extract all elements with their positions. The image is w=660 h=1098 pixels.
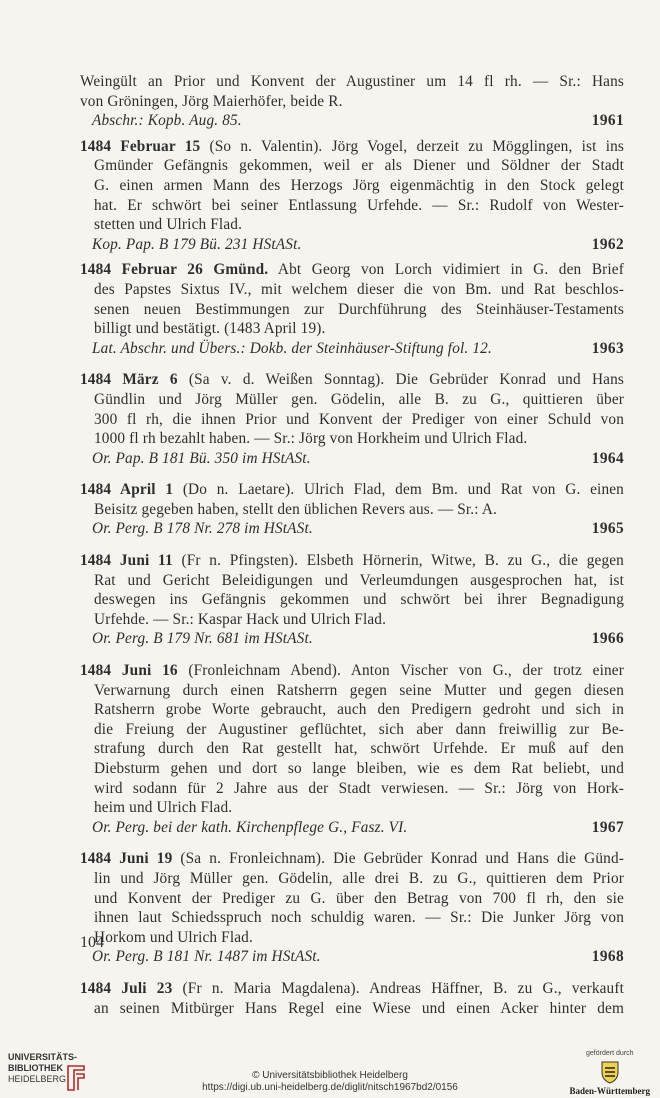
text-line <box>80 137 624 157</box>
source-line <box>80 947 624 967</box>
text-line: Diebsturm gehen und dort so lange bleiben, wie es dem Rat beliebt, und <box>94 760 624 777</box>
entry-text: (So n. Valentin). Jörg Vogel, derzeit zu Mögglingen, ist ins <box>200 137 625 155</box>
text-line: senen neuen Bestimmungen zur Durchführung des Steinhäuser-Testaments <box>94 300 624 318</box>
entry-text: Abt Georg von Lorch vidimiert in G. den Brief <box>268 261 624 279</box>
library-name-line: UNIVERSITÄTS- <box>8 1052 78 1062</box>
entry-date: 1484 Juli 23 <box>80 979 173 997</box>
entry-date: 1484 April 1 <box>80 481 174 499</box>
entry-text: (Do n. Laetare). Ulrich Flad, dem Bm. und Rat von G. einen <box>173 481 624 499</box>
text-line: heim und Ulrich Flad. <box>94 799 233 817</box>
text-line: G. einen armen Mann des Herzogs Jörg eigenmächtig in den Stock gelegt <box>94 176 624 194</box>
entry-1965 <box>80 480 624 539</box>
entry-date: 1484 Juni 16 <box>80 662 178 680</box>
entry-text: (Fronleichnam Abend). Anton Vischer von G., der trotz einer <box>177 662 624 680</box>
text-line: billigt und bestätigt. (1483 April 19). <box>94 320 326 338</box>
source-line <box>80 339 624 359</box>
entry-1966 <box>80 551 624 649</box>
entry-number: 1965 <box>591 520 624 538</box>
entry-1961 <box>80 72 624 131</box>
source-line <box>80 629 624 649</box>
entry-1969 <box>80 979 624 1018</box>
text-line: und Konvent der Prediger zu G. über den Betrag von 700 fl rh, den sie <box>94 889 624 907</box>
text-line: Beisitz gegeben haben, stellt den üblichen Revers aus. — Sr.: A. <box>94 500 497 518</box>
entry-1968 <box>80 849 624 967</box>
text-line: Verwarnung durch einen Ratsherrn gegen seine Mutter und gegen diesen <box>94 681 624 699</box>
source-line <box>80 111 624 131</box>
text-line: strafung durch den Rat gestellt hat, schwört Urfehde. Er muß auf den <box>94 740 624 758</box>
entry-text: (Sa v. d. Weißen Sonntag). Die Gebrüder Konrad und Hans <box>177 371 624 389</box>
document-page <box>80 72 624 1018</box>
library-name-line: BIBLIOTHEK <box>8 1063 63 1073</box>
text-line: 1000 fl rh bezahlt haben. — Sr.: Jörg von Horkheim und Ulrich Flad. <box>94 430 528 448</box>
text-line: Urfehde. — Sr.: Kaspar Hack und Ulrich Flad. <box>94 610 387 628</box>
text-line <box>80 661 624 681</box>
source-citation: Lat. Abschr. und Übers.: Dokb. der Steinhäuser-Stiftung fol. 12. <box>92 339 492 357</box>
text-line: Horkom und Ulrich Flad. <box>94 928 253 946</box>
entry-number: 1968 <box>591 948 624 966</box>
text-line <box>80 480 624 500</box>
source-citation: Abschr.: Kopb. Aug. 85. <box>92 112 242 130</box>
text-line <box>80 260 624 280</box>
text-line: lin und Jörg Müller gen. Gödelin, alle drei B. zu G., quittieren dem Prior <box>94 869 624 887</box>
footer <box>0 1048 660 1098</box>
source-citation: Or. Perg. B 179 Nr. 681 im HStASt. <box>92 630 313 648</box>
source-citation: Or. Perg. B 178 Nr. 278 im HStASt. <box>92 520 313 538</box>
text-line: 300 fl rh, die ihnen Prior und Konvent der Prediger von einer Schuld von <box>94 410 624 428</box>
entry-date: 1484 März 6 <box>80 371 178 389</box>
funder-logo[interactable] <box>570 1050 651 1096</box>
funder-name: Baden-Württemberg <box>569 1086 650 1096</box>
source-line <box>80 818 624 838</box>
source-line <box>80 449 624 469</box>
source-citation: Or. Perg. B 181 Nr. 1487 im HStASt. <box>92 948 321 966</box>
text-line: Rat und Gericht Beleidigungen und Verleumdungen ausgesprochen hat, ist <box>94 571 624 589</box>
entry-text: (Sa n. Fronleichnam). Die Gebrüder Konrad und Hans die Günd- <box>172 850 624 868</box>
entry-number: 1961 <box>591 112 624 130</box>
coat-of-arms-icon <box>599 1059 621 1085</box>
funded-by-label: gefördert durch <box>586 1050 634 1057</box>
copyright-notice: © Universitätsbibliothek Heidelberg <box>252 1070 408 1081</box>
text-line <box>80 370 624 390</box>
source-citation: Or. Pap. B 181 Bü. 350 im HStASt. <box>92 449 311 467</box>
entry-number: 1963 <box>591 339 624 357</box>
text-line <box>80 849 624 869</box>
text-line: wird sodann für 2 Jahre aus der Stadt verwiesen. — Sr.: Jörg von Hork- <box>94 779 624 797</box>
entry-date: 1484 Februar 26 Gmünd. <box>80 261 269 279</box>
entry-date: 1484 Juni 19 <box>80 850 173 868</box>
library-name-line: HEIDELBERG <box>8 1074 67 1084</box>
entry-date: 1484 Februar 15 <box>80 137 201 155</box>
entry-1963 <box>80 260 624 358</box>
text-line: Weingült an Prior und Konvent der Augustiner um 14 fl rh. — Sr.: Hans <box>80 73 624 90</box>
text-line <box>80 551 624 571</box>
text-line: stetten und Ulrich Flad. <box>94 216 243 234</box>
source-url-link[interactable]: https://digi.ub.uni-heidelberg.de/diglit/nitsch1967bd2/0156 <box>202 1082 458 1093</box>
text-line: die Freiung der Augustiner geflüchtet, sich aber dann freiwillig zur Be- <box>94 720 624 738</box>
text-line: Ratsherrn grobe Worte gebraucht, auch den Predigern gedroht und sich in <box>94 701 624 719</box>
entry-number: 1964 <box>591 449 624 467</box>
entry-1962 <box>80 137 624 255</box>
text-line: des Papstes Sixtus IV., mit welchem dieser die von Bm. und Rat beschlos- <box>94 280 624 298</box>
entry-text: (Fr n. Maria Magdalena). Andreas Häffner, B. zu G., verkauft <box>172 979 625 997</box>
entry-text: (Fr n. Pfingsten). Elsbeth Hörnerin, Witwe, B. zu G., die gegen <box>172 552 624 570</box>
source-line <box>80 235 624 255</box>
text-line <box>80 979 624 999</box>
entry-number: 1967 <box>591 818 624 836</box>
text-line: Gmünder Gefängnis gekommen, weil er als Diener und Söldner der Stadt <box>94 157 624 175</box>
source-citation: Kop. Pap. B 179 Bü. 231 HStASt. <box>92 235 302 253</box>
entry-1967 <box>80 661 624 837</box>
entry-1964 <box>80 370 624 468</box>
text-line: deswegen ins Gefängnis gekommen und schwört bei ihrer Begnadigung <box>94 591 624 609</box>
page-number: 104 <box>80 934 104 951</box>
text-line: an seinen Mitbürger Hans Regel eine Wiese und einen Acker hinter dem <box>94 999 624 1017</box>
text-line: ihnen laut Schiedsspruch noch schuldig waren. — Sr.: Die Junker Jörg von <box>94 909 624 927</box>
text-line: von Gröningen, Jörg Maierhöfer, beide R. <box>80 92 343 110</box>
text-line: hat. Er schwört bei seiner Entlassung Urfehde. — Sr.: Rudolf von Wester- <box>94 196 624 214</box>
entry-date: 1484 Juni 11 <box>80 552 173 570</box>
text-line: Gündlin und Jörg Müller gen. Gödelin, alle B. zu G., quittieren über <box>94 390 624 408</box>
source-line <box>80 519 624 539</box>
source-citation: Or. Perg. bei der kath. Kirchenpflege G., Fasz. VI. <box>92 818 408 836</box>
entry-number: 1962 <box>591 235 624 253</box>
entry-number: 1966 <box>591 630 624 648</box>
